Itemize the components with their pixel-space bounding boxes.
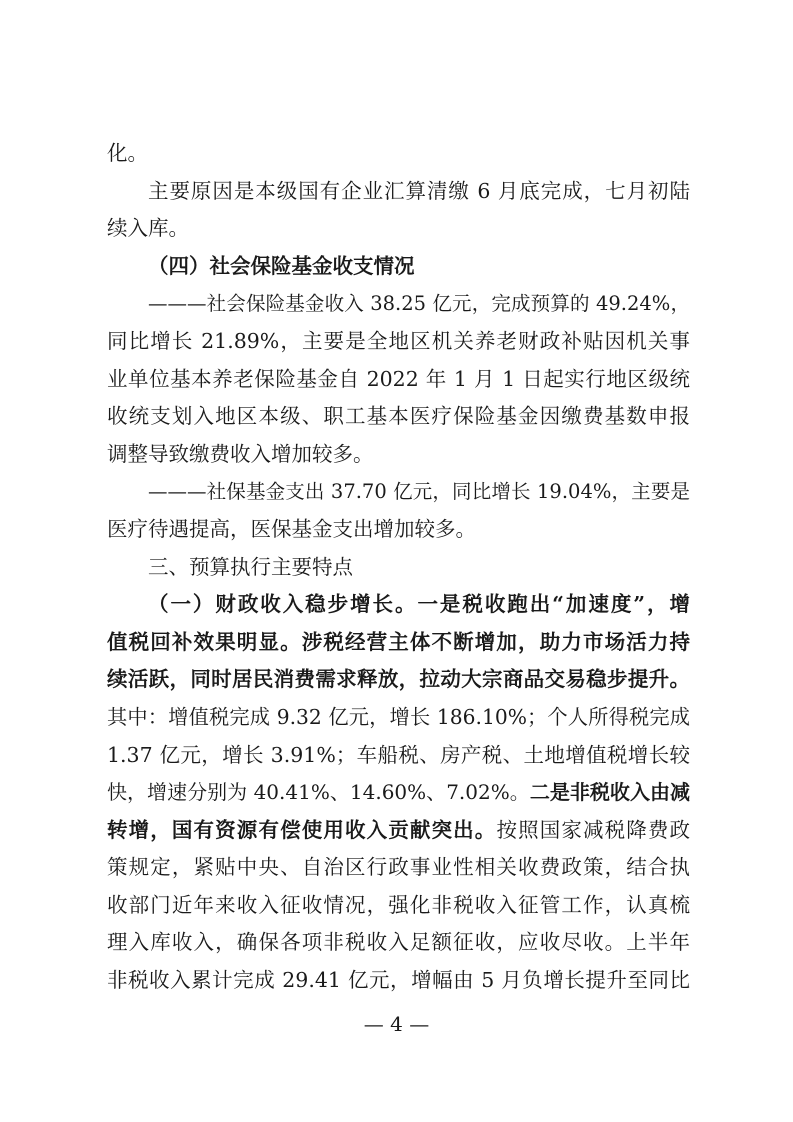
text-run: 1.37 亿元，增长 3.91%；车船税、房产税、土地增值税增长较 — [107, 742, 690, 767]
text-line — [107, 135, 690, 173]
text-run: 理入库收入，确保各项非税收入足额征收，应收尽收。上半年 — [107, 930, 690, 955]
text-line — [107, 473, 690, 511]
text-run: ———社保基金支出 37.70 亿元，同比增长 19.04%，主要是 — [148, 480, 690, 504]
section-heading — [107, 549, 690, 587]
text-line — [107, 887, 690, 925]
text-run: 化。 — [107, 141, 148, 165]
text-line — [107, 962, 690, 1000]
text-line — [107, 398, 690, 436]
text-line — [107, 624, 690, 662]
text-run: 主要原因是本级国有企业汇算清缴 6 月底完成，七月初陆 — [148, 178, 690, 203]
text-run: 同比增长 21.89%，主要是全地区机关养老财政补贴因机关事 — [107, 328, 690, 353]
text-run: ———社会保险基金收入 38.25 亿元，完成预算的 49.24%， — [148, 292, 690, 316]
text-line — [107, 323, 690, 361]
text-line — [107, 924, 690, 962]
text-run: 快，增速分别为 40.41%、14.60%、7.02%。 — [107, 780, 530, 805]
text-run: 二是非税收入由减 — [529, 780, 691, 805]
text-run: 值税回补效果明显。涉税经营主体不断增加，助力市场活力持 — [107, 629, 690, 654]
text-run: 收统支划入地区本级、职工基本医疗保险基金因缴费基数申报 — [107, 404, 690, 429]
text-line — [107, 511, 690, 549]
body-text — [107, 135, 690, 1000]
text-run: 非税收入累计完成 29.41 亿元，增幅由 5 月负增长提升至同比 — [107, 968, 690, 993]
text-run: 调整导致缴费收入增加较多。 — [107, 441, 374, 466]
text-line — [107, 699, 690, 737]
page-number: — 4 — — [363, 1012, 430, 1036]
text-run: （四）社会保险基金收支情况 — [148, 253, 415, 278]
text-run: 转增，国有资源有偿使用收入贡献突出。 — [107, 817, 497, 842]
text-line — [107, 737, 690, 775]
text-line — [107, 812, 690, 850]
text-line — [107, 361, 690, 399]
text-run: 策规定，紧贴中央、自治区行政事业性相关收费政策，结合执 — [107, 855, 690, 880]
text-line — [107, 436, 690, 474]
text-line — [107, 173, 690, 211]
text-line — [107, 285, 690, 323]
text-run: （一）财政收入稳步增长。一是税收跑出“加速度”，增 — [148, 592, 690, 617]
text-run: 业单位基本养老保险基金自 2022 年 1 月 1 日起实行地区级统 — [107, 366, 690, 391]
text-line — [107, 210, 690, 248]
text-run: 三、预算执行主要特点 — [148, 554, 353, 579]
text-run: 续活跃，同时居民消费需求释放，拉动大宗商品交易稳步提升。 — [107, 667, 690, 692]
text-run: 其中：增值税完成 9.32 亿元，增长 186.10%；个人所得税完成 — [107, 704, 690, 729]
text-line — [107, 586, 690, 624]
text-run: 收部门近年来收入征收情况，强化非税收入征管工作，认真梳 — [107, 892, 690, 917]
text-line — [107, 849, 690, 887]
text-run: 续入库。 — [107, 216, 189, 241]
text-run: 按照国家减税降费政 — [496, 817, 691, 842]
section-heading — [107, 248, 690, 286]
text-line — [107, 774, 690, 812]
text-line — [107, 661, 690, 699]
text-run: 医疗待遇提高，医保基金支出增加较多。 — [107, 516, 476, 541]
